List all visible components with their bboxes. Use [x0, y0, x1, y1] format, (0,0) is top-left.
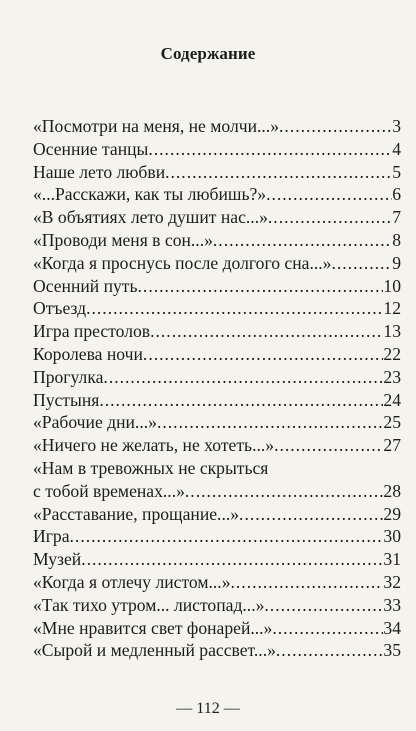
- toc-entry-page: 22: [383, 343, 401, 364]
- toc-entry-page: 34: [383, 617, 401, 638]
- toc-entry: [33, 138, 401, 161]
- toc-entry-page: 23: [383, 366, 401, 387]
- toc-entry-title: «Так тихо утром... листопад...»: [33, 594, 265, 615]
- toc-entry-page: 3: [392, 116, 401, 136]
- toc-entry-page: 28: [383, 480, 401, 501]
- toc-entry-page: 24: [383, 389, 401, 410]
- toc-entry-page: 29: [383, 503, 401, 524]
- toc-entry-page: 25: [383, 412, 401, 433]
- toc-entry: [33, 389, 401, 412]
- toc-leader-dots: [331, 252, 392, 275]
- toc-leader-dots: [239, 503, 383, 526]
- toc-leader-dots: [231, 571, 384, 594]
- toc-entry-title: Осенний путь: [33, 275, 138, 296]
- toc-entry-title: «Расставание, прощание...»: [33, 503, 240, 524]
- toc-leader-dots: [103, 366, 383, 389]
- toc-entry-page: 27: [383, 435, 401, 456]
- toc-entry: [33, 161, 401, 184]
- toc-leader-dots: [70, 525, 384, 548]
- toc-entry-page: 35: [383, 640, 401, 661]
- toc-leader-dots: [81, 548, 383, 571]
- toc-entry: [33, 434, 401, 457]
- toc-entry-page: 8: [392, 229, 401, 250]
- toc-entry-title: «Мне нравится свет фонарей...»: [33, 617, 273, 638]
- toc-entry-page: 12: [383, 298, 401, 319]
- page-title: Содержание: [160, 44, 256, 63]
- toc-entry-page: 5: [392, 161, 401, 182]
- toc-entry: [33, 457, 401, 503]
- toc-entry: [33, 503, 401, 526]
- page-number: — 112 —: [176, 700, 240, 717]
- toc-entry-page: 13: [383, 321, 401, 342]
- toc-entry-title: Осенние танцы: [33, 138, 149, 159]
- toc-entry: [33, 594, 401, 617]
- toc-entry-title: «Сырой и медленный рассвет...»: [33, 640, 276, 661]
- toc-entry: [33, 252, 401, 275]
- toc-leader-dots: [185, 480, 384, 503]
- toc-leader-dots: [213, 229, 392, 252]
- toc-entry: [33, 229, 401, 252]
- toc-entry-title: Наше лето любви: [33, 161, 166, 182]
- toc-leader-dots: [138, 275, 384, 298]
- toc-entry-title: Королева ночи: [33, 343, 143, 364]
- toc-leader-dots: [274, 434, 383, 457]
- toc-entry-title: с тобой временах...»: [33, 480, 185, 501]
- table-of-contents: [33, 115, 401, 662]
- toc-entry: [33, 411, 401, 434]
- toc-entry: [33, 275, 401, 298]
- toc-leader-dots: [148, 138, 392, 161]
- toc-entry: [33, 366, 401, 389]
- toc-leader-dots: [165, 161, 392, 184]
- toc-entry: [33, 115, 401, 138]
- toc-entry-title: «Когда я отлечу листом...»: [33, 571, 231, 592]
- toc-entry-page: 9: [392, 252, 401, 273]
- toc-entry: [33, 183, 401, 206]
- toc-entry-title: Пустыня: [33, 389, 100, 410]
- toc-entry: [33, 639, 401, 662]
- toc-leader-dots: [264, 594, 383, 617]
- toc-entry-title: «Проводи меня в сон...»: [33, 229, 213, 250]
- toc-entry-title: Музей: [33, 549, 82, 570]
- toc-entry-title: Игра престолов: [33, 321, 151, 342]
- toc-entry: [33, 525, 401, 548]
- toc-leader-dots: [150, 320, 383, 343]
- toc-leader-dots: [86, 297, 383, 320]
- toc-entry-title: «В объятиях лето душит нас...»: [33, 207, 268, 228]
- toc-entry: [33, 297, 401, 320]
- toc-leader-dots: [276, 639, 384, 662]
- toc-entry-page: 10: [383, 275, 401, 296]
- toc-entry: [33, 548, 401, 571]
- toc-entry-title: «Рабочие дни...»: [33, 412, 157, 433]
- toc-entry: [33, 320, 401, 343]
- toc-entry-page: 30: [383, 526, 401, 547]
- toc-leader-dots: [157, 411, 383, 434]
- toc-entry-title: Отъезд: [33, 298, 87, 319]
- toc-entry-page: 33: [383, 594, 401, 615]
- toc-entry-title: «Ничего не желать, не хотеть...»: [33, 435, 275, 456]
- toc-entry-page: 32: [383, 571, 401, 592]
- toc-entry: [33, 206, 401, 229]
- toc-leader-dots: [279, 115, 392, 138]
- toc-entry-title: Игра: [33, 526, 70, 547]
- toc-entry-page: 7: [392, 207, 401, 228]
- toc-leader-dots: [143, 343, 383, 366]
- toc-leader-dots: [266, 183, 392, 206]
- toc-leader-dots: [272, 617, 383, 640]
- toc-entry-title: «...Расскажи, как ты любишь?»: [33, 184, 267, 205]
- toc-entry-title: «Когда я проснусь после долгого сна...»: [33, 252, 332, 273]
- toc-leader-dots: [99, 389, 383, 412]
- toc-entry-title: Прогулка: [33, 366, 104, 387]
- toc-entry: [33, 571, 401, 594]
- toc-entry-title-line1: «Нам в тревожных не скрыться: [33, 457, 269, 478]
- toc-leader-dots: [268, 206, 392, 229]
- toc-entry-page: 31: [383, 549, 401, 570]
- toc-entry-title: «Посмотри на меня, не молчи...»: [33, 116, 279, 136]
- toc-entry: [33, 617, 401, 640]
- toc-entry-page: 4: [392, 138, 401, 159]
- toc-entry: [33, 343, 401, 366]
- toc-entry-page: 6: [392, 184, 401, 205]
